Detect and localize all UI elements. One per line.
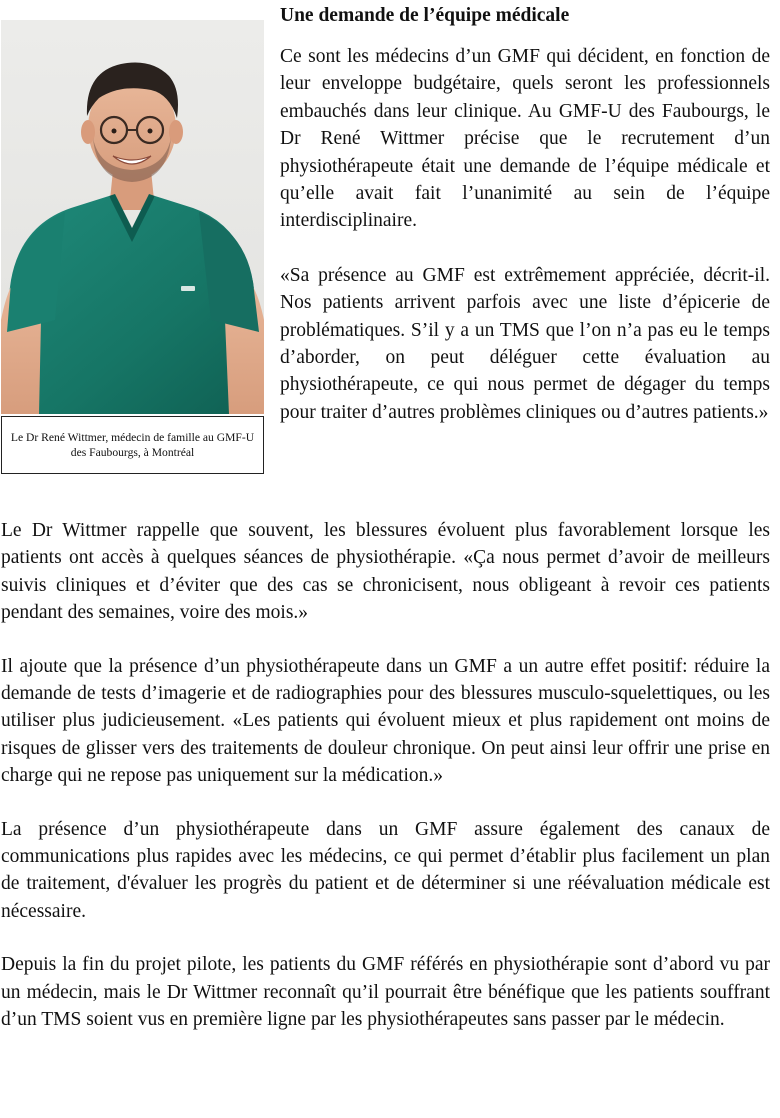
full-width-column: [1, 517, 770, 1060]
paragraph-quote: «Sa présence au GMF est extrêmement appréciée, décrit-il. Nos patients arrivent parfois avec une liste d’épicerie de problématiques. S’il y a un TMS que l’on n’a pas eu le temps d’aborder, on peut déléguer cette évaluation au physiothérapeute, ce qui nous permet de dégager du temps pour traiter d’autres problèmes cliniques ou d’autres patients.»: [280, 264, 770, 423]
section-heading: Une demande de l’équipe médicale: [280, 5, 570, 26]
paragraph: Ce sont les médecins d’un GMF qui décident, en fonction de leur enveloppe budgétaire, quels seront les professionnels embauchés dans leur clinique. Au GMF-U des Faubourgs, le Dr René Wittmer précise que le recrutement d’un physiothérapeute était une demande de l’équipe médicale et qu’elle avait fait l’unanimité au sein de l’équipe interdisciplinaire.: [280, 46, 770, 232]
photo-figure: [1, 20, 264, 478]
right-column: [280, 2, 770, 426]
paragraph: La présence d’un physiothérapeute dans un GMF assure également des canaux de communications plus rapides avec les médecins, ce qui permet d’établir plus facilement un plan de traitement, d'évaluer les progrès du patient et de déterminer si une réévaluation médicale est nécessaire.: [1, 818, 770, 922]
doctor-portrait-photo: [1, 20, 264, 414]
paragraph: Le Dr Wittmer rappelle que souvent, les blessures évoluent plus favorablement lorsque les patients ont accès à quelques séances de physiothérapie. «Ça nous permet d’avoir de meilleurs suivis cliniques et d’éviter que des cas se chronicisent, nous obligeant à revoir ces patients pendant des semaines, voire des mois.»: [1, 520, 770, 624]
paragraph: Depuis la fin du projet pilote, les patients du GMF référés en physiothérapie sont d’abord vu par un médecin, mais le Dr Wittmer reconnaît qu’il pourrait être bénéfique que les patients souffrant d’un TMS soient vus en première ligne par les physiothérapeutes sans passer par le médecin.: [1, 954, 770, 1031]
paragraph: Il ajoute que la présence d’un physiothérapeute dans un GMF a un autre effet positif: réduire la demande de tests d’imagerie et de radiographies pour des blessures musculo-squelettiques, ou les utiliser plus judicieusement. «Les patients qui évoluent mieux et plus rapidement ont moins de risques de glisser vers des traitements de douleur chronique. On peut ainsi leur offrir une prise en charge qui ne repose pas uniquement sur la médication.»: [1, 655, 770, 787]
doctor-portrait-icon: [1, 20, 264, 414]
photo-caption: Le Dr René Wittmer, médecin de famille au GMF-U des Faubourgs, à Montréal: [1, 416, 264, 474]
